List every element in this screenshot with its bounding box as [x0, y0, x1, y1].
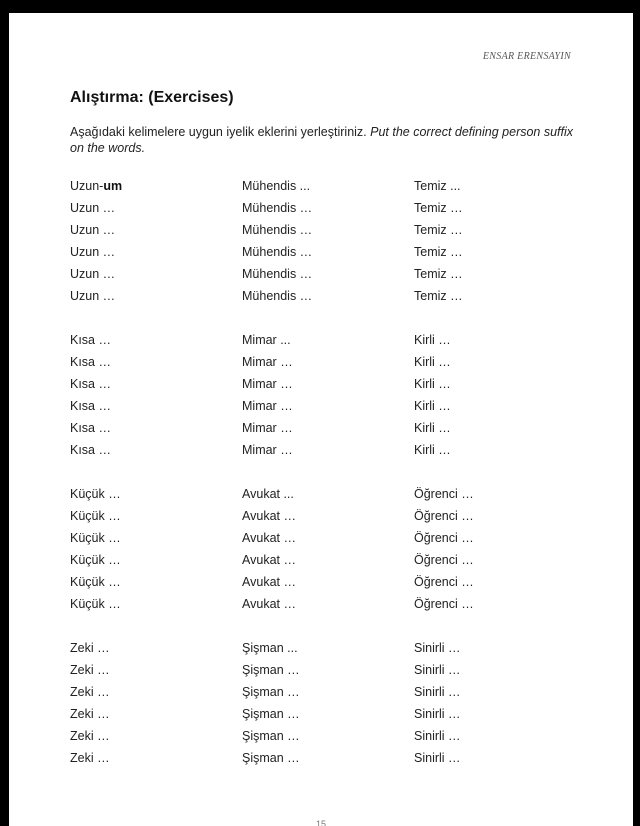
- word-cell-col-3: Temiz …: [414, 267, 463, 281]
- exercise-row: [70, 351, 590, 373]
- exercise-row: [70, 549, 590, 571]
- word-cell-col-3: Temiz …: [414, 223, 463, 237]
- exercise-row: [70, 505, 590, 527]
- word-cell-col-2: Avukat …: [242, 509, 296, 523]
- word-cell-col-3: Kirli …: [414, 421, 451, 435]
- instruction-english: Put the correct defining person suffix on the words.: [70, 125, 574, 155]
- exercise-row: [70, 329, 590, 351]
- example-suffix: um: [103, 179, 123, 193]
- word-cell-col-2: Mimar …: [242, 377, 293, 391]
- word-cell-col-2: Mimar …: [242, 399, 293, 413]
- word-cell-col-1: Küçük …: [70, 487, 121, 501]
- word-cell-col-1: Küçük …: [70, 509, 121, 523]
- word-cell-col-1: Uzun …: [70, 289, 116, 303]
- word-stem: Uzun-: [70, 179, 104, 193]
- word-cell-col-3: Öğrenci …: [414, 487, 474, 501]
- word-cell-col-1: Kısa …: [70, 399, 111, 413]
- word-cell-col-1: Zeki …: [70, 663, 110, 677]
- word-cell-col-1: Zeki …: [70, 729, 110, 743]
- exercise-row: [70, 241, 590, 263]
- exercise-row: [70, 747, 590, 769]
- word-cell-col-1: Zeki …: [70, 641, 110, 655]
- word-cell-col-3: Temiz …: [414, 245, 463, 259]
- word-group: [70, 637, 590, 769]
- word-cell-col-2: Avukat …: [242, 597, 296, 611]
- word-cell-col-1: Küçük …: [70, 553, 121, 567]
- exercise-row: [70, 681, 590, 703]
- word-cell-col-3: Öğrenci …: [414, 509, 474, 523]
- exercise-row: [70, 417, 590, 439]
- word-cell-col-2: Şişman …: [242, 707, 300, 721]
- exercise-row: [70, 395, 590, 417]
- exercise-row: [70, 263, 590, 285]
- word-group: [70, 175, 590, 307]
- word-cell-col-1: Zeki …: [70, 751, 110, 765]
- exercise-row: [70, 571, 590, 593]
- exercise-row: [70, 527, 590, 549]
- exercise-word-grid: [70, 175, 590, 791]
- word-cell-col-2: Mimar …: [242, 443, 293, 457]
- word-cell-col-3: Sinirli …: [414, 751, 461, 765]
- word-cell-col-3: Öğrenci …: [414, 575, 474, 589]
- exercise-row: [70, 703, 590, 725]
- word-cell-col-3: Öğrenci …: [414, 553, 474, 567]
- word-cell-col-2: Mühendis …: [242, 223, 313, 237]
- word-cell-col-1: Kısa …: [70, 443, 111, 457]
- word-cell-col-2: Şişman …: [242, 685, 300, 699]
- exercise-row: [70, 439, 590, 461]
- word-cell-col-2: Mimar …: [242, 355, 293, 369]
- word-cell-col-2: Avukat ...: [242, 487, 294, 501]
- word-cell-col-2: Şişman …: [242, 729, 300, 743]
- exercise-row: [70, 637, 590, 659]
- word-cell-col-3: Sinirli …: [414, 641, 461, 655]
- word-cell-col-1: [70, 179, 242, 193]
- word-cell-col-3: Sinirli …: [414, 707, 461, 721]
- word-cell-col-2: Mühendis …: [242, 289, 313, 303]
- word-cell-col-2: Mühendis ...: [242, 179, 311, 193]
- word-cell-col-2: Şişman ...: [242, 641, 298, 655]
- exercise-row: [70, 373, 590, 395]
- word-cell-col-1: Zeki …: [70, 685, 110, 699]
- word-cell-col-1: Zeki …: [70, 707, 110, 721]
- word-cell-col-3: Öğrenci …: [414, 531, 474, 545]
- instruction-turkish: Aşağıdaki kelimelere uygun iyelik eklerini yerleştiriniz.: [70, 125, 367, 139]
- word-cell-col-1: Küçük …: [70, 597, 121, 611]
- word-group: [70, 329, 590, 461]
- exercise-row: [70, 285, 590, 307]
- word-cell-col-1: Kısa …: [70, 355, 111, 369]
- word-cell-col-1: Kısa …: [70, 377, 111, 391]
- word-cell-col-1: Kısa …: [70, 421, 111, 435]
- word-cell-col-2: Mimar ...: [242, 333, 291, 347]
- word-cell-col-2: Avukat …: [242, 531, 296, 545]
- word-cell-col-2: Avukat …: [242, 575, 296, 589]
- exercise-row: [70, 219, 590, 241]
- word-cell-col-1: Kısa …: [70, 333, 111, 347]
- word-group: [70, 483, 590, 615]
- word-cell-col-1: Küçük …: [70, 575, 121, 589]
- word-cell-col-3: Öğrenci …: [414, 597, 474, 611]
- page-number: 15: [315, 819, 326, 826]
- exercise-title: Alıştırma: (Exercises): [70, 89, 234, 106]
- word-cell-col-3: Kirli …: [414, 333, 451, 347]
- word-cell-col-2: Avukat …: [242, 553, 296, 567]
- exercise-row: [70, 593, 590, 615]
- exercise-row: [70, 197, 590, 219]
- word-cell-col-3: Sinirli …: [414, 729, 461, 743]
- word-cell-col-2: Mimar …: [242, 421, 293, 435]
- exercise-row: [70, 175, 590, 197]
- word-cell-col-3: Kirli …: [414, 355, 451, 369]
- word-cell-col-3: Temiz …: [414, 201, 463, 215]
- word-cell-col-1: Uzun …: [70, 245, 116, 259]
- word-cell-col-2: Mühendis …: [242, 245, 313, 259]
- exercise-instructions: [70, 124, 590, 156]
- document-page: [9, 13, 633, 826]
- word-cell-col-3: Temiz ...: [414, 179, 461, 193]
- exercise-row: [70, 659, 590, 681]
- word-cell-col-3: Kirli …: [414, 377, 451, 391]
- word-cell-col-3: Kirli …: [414, 399, 451, 413]
- word-cell-col-1: Uzun …: [70, 223, 116, 237]
- word-cell-col-2: Şişman …: [242, 751, 300, 765]
- word-cell-col-2: Şişman …: [242, 663, 300, 677]
- word-cell-col-3: Sinirli …: [414, 685, 461, 699]
- word-cell-col-2: Mühendis …: [242, 201, 313, 215]
- word-cell-col-1: Uzun …: [70, 267, 116, 281]
- word-cell-col-3: Temiz …: [414, 289, 463, 303]
- exercise-row: [70, 483, 590, 505]
- word-cell-col-3: Sinirli …: [414, 663, 461, 677]
- word-cell-col-1: Uzun …: [70, 201, 116, 215]
- word-cell-col-3: Kirli …: [414, 443, 451, 457]
- word-cell-col-1: Küçük …: [70, 531, 121, 545]
- running-header-author: ENSAR ERENSAYIN: [482, 51, 571, 62]
- exercise-row: [70, 725, 590, 747]
- word-cell-col-2: Mühendis …: [242, 267, 313, 281]
